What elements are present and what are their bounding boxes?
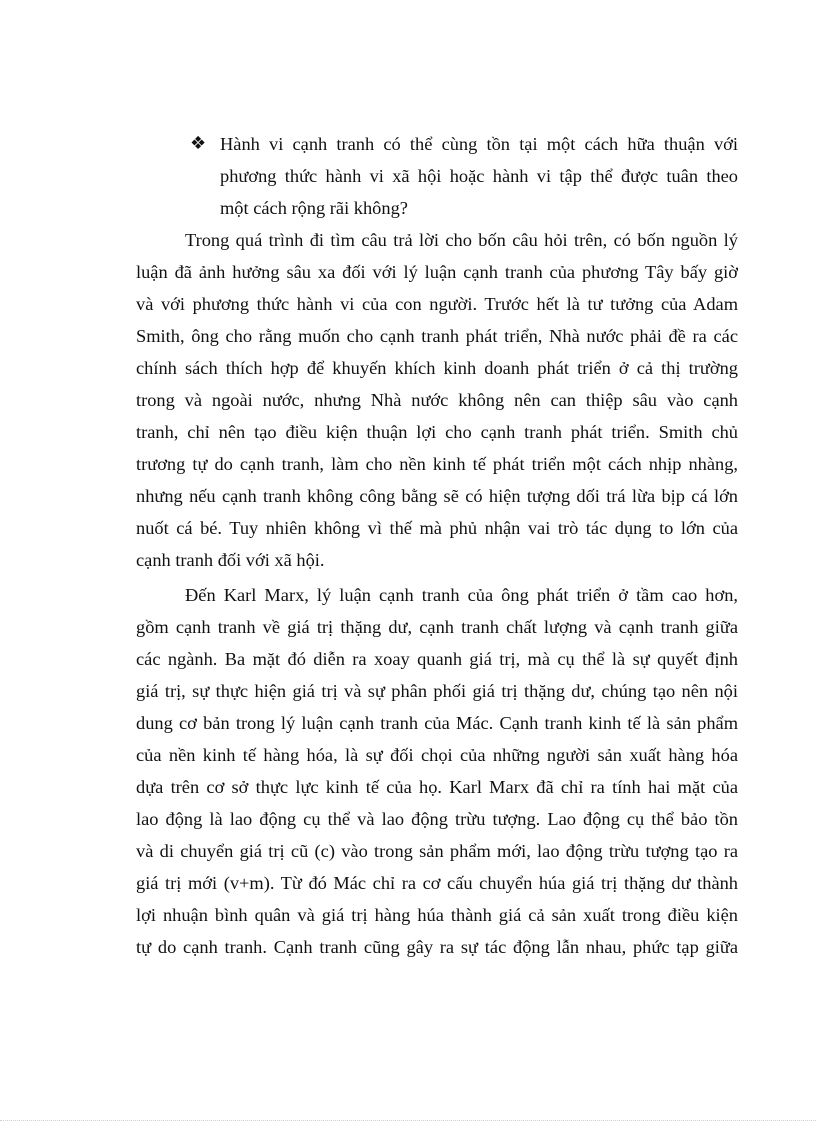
paragraph-line: các ngành. Ba mặt đó diễn ra xoay quanh giá trị, mà cụ thể là sự quyết định: [136, 649, 738, 669]
diamond-bullet-icon: ❖: [190, 133, 207, 154]
paragraph-line: trương tự do cạnh tranh, làm cho nền kinh tế phát triển một cách nhịp nhàng,: [136, 454, 738, 474]
paragraph-line: lợi nhuận bình quân và giá trị hàng húa thành giá cả sản xuất trong điều kiện: [136, 905, 738, 925]
paragraph-line: cạnh tranh đối với xã hội.: [136, 550, 325, 570]
paragraph-line: trong và ngoài nước, nhưng Nhà nước không nên can thiệp sâu vào cạnh: [136, 390, 738, 410]
paragraph-line: nhưng nếu cạnh tranh không công bằng sẽ có hiện tượng dối trá lừa bịp cá lớn: [136, 486, 738, 506]
paragraph-line: gồm cạnh tranh về giá trị thặng dư, cạnh tranh chất lượng và cạnh tranh giữa: [136, 617, 738, 637]
paragraph-line: tranh, chỉ nên tạo điều kiện thuận lợi cho cạnh tranh phát triển. Smith chủ: [136, 422, 738, 442]
paragraph-line: giá trị mới (v+m). Từ đó Mác chỉ ra cơ cấu chuyển húa giá trị thặng dư thành: [136, 873, 738, 893]
paragraph-line: Trong quá trình đi tìm câu trả lời cho bốn câu hỏi trên, có bốn nguồn lý: [185, 230, 738, 250]
bullet-line: phương thức hành vi xã hội hoặc hành vi tập thể được tuân theo: [220, 166, 738, 186]
bullet-line: một cách rộng rãi không?: [220, 198, 408, 218]
bullet-line: Hành vi cạnh tranh có thể cùng tồn tại một cách hữa thuận với: [220, 134, 738, 154]
paragraph-line: chính sách thích hợp để khuyến khích kinh doanh phát triển ở cả thị trường: [136, 358, 738, 378]
paragraph-line: dung cơ bản trong lý luận cạnh tranh của Mác. Cạnh tranh kinh tế là sản phẩm: [136, 713, 738, 733]
paragraph-line: và với phương thức hành vi của con người. Trước hết là tư tưởng của Adam: [136, 294, 738, 314]
paragraph-line: Đến Karl Marx, lý luận cạnh tranh của ông phát triển ở tầm cao hơn,: [185, 585, 738, 605]
paragraph-line: tự do cạnh tranh. Cạnh tranh cũng gây ra sự tác động lẫn nhau, phức tạp giữa: [136, 937, 738, 957]
paragraph-line: và di chuyển giá trị cũ (c) vào trong sản phẩm mới, lao động trừu tượng tạo ra: [136, 841, 738, 861]
paragraph-line: lao động là lao động cụ thể và lao động trừu tượng. Lao động cụ thể bảo tồn: [136, 809, 738, 829]
paragraph-line: dựa trên cơ sở thực lực kinh tế của họ. Karl Marx đã chỉ ra tính hai mặt của: [136, 777, 738, 797]
paragraph-line: của nền kinh tế hàng hóa, là sự đối chọi của những người sản xuất hàng hóa: [136, 745, 738, 765]
paragraph-line: giá trị, sự thực hiện giá trị và sự phân phối giá trị thặng dư, chúng tạo nên nội: [136, 681, 738, 701]
paragraph-line: nuốt cá bé. Tuy nhiên không vì thế mà phủ nhận vai trò tác dụng to lớn của: [136, 518, 738, 538]
paragraph-line: Smith, ông cho rằng muốn cho cạnh tranh phát triển, Nhà nước phải đề ra các: [136, 326, 738, 346]
paragraph-line: luận đã ảnh hưởng sâu xa đối với lý luận cạnh tranh của phương Tây bấy giờ: [136, 262, 738, 282]
page-bottom-rule: [0, 1120, 816, 1121]
